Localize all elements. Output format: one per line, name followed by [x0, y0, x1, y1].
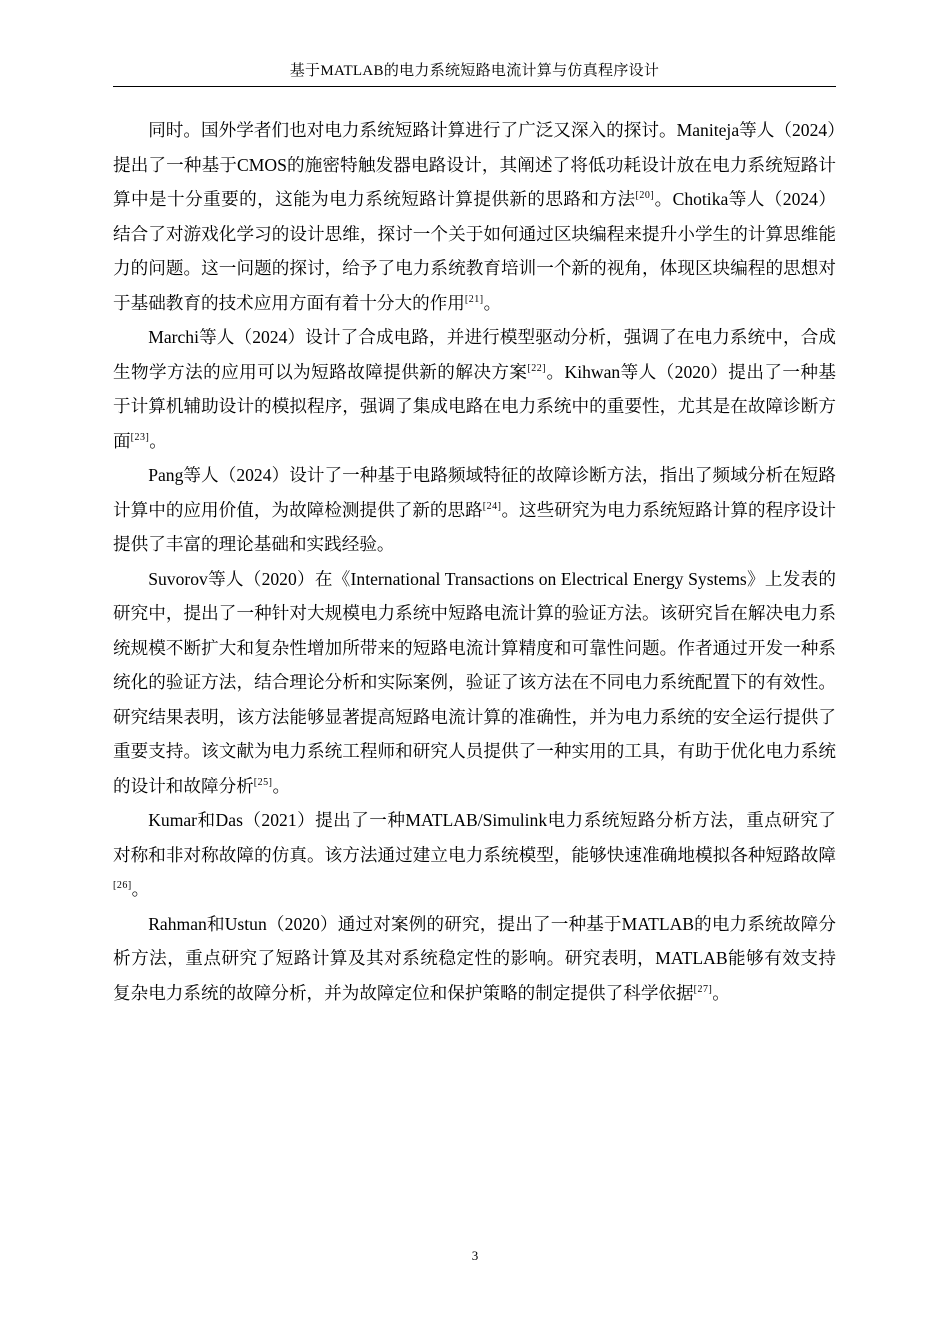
paragraph-text: 。 [712, 982, 730, 1003]
paragraph-2 [113, 320, 836, 458]
citation-23: [23] [130, 431, 150, 443]
paragraph-3 [113, 458, 836, 562]
paragraph-1 [113, 113, 836, 320]
paragraph-text: Pang等人（2024）设计了一种基于电路频域特征的故障诊断方法，指出了频域分析在短路计算中的应用价值，为故障检测提供了新的思路 [113, 465, 836, 520]
paragraph-text: Suvorov等人（2020）在《International Transactions on Electrical Energy Systems》上发表的研究中，提出了一种针对大规模电力系统中短路电流计算的验证方法。该研究旨在解决电力系统规模不断扩大和复杂性增加所带来的短路电流计算精度和可靠性问题。作者通过开发一种系统化的验证方法，结合理论分析和实际案例，验证了该方法在不同电力系统配置下的有效性。研究结果表明，该方法能够显著提高短路电流计算的准确性，并为电力系统的安全运行提供了重要支持。该文献为电力系统工程师和研究人员提供了一种实用的工具，有助于优化电力系统的设计和故障分析 [113, 568, 836, 796]
paragraph-text: 。Kihwan等人（2020）提出了一种基于计算机辅助设计的模拟程序，强调了集成电路在电力系统中的重要性，尤其是在故障诊断方面 [113, 361, 836, 451]
citation-25: [25] [253, 776, 273, 788]
paragraph-text: 。Chotika等人（2024）结合了对游戏化学习的设计思维，探讨一个关于如何通过区块编程来提升小学生的计算思维能力的问题。这一问题的探讨，给予了电力系统教育培训一个新的视角，体现区块编程的思想对于基础教育的技术应用方面有着十分大的作用 [113, 189, 836, 313]
paragraph-text: Rahman和Ustun（2020）通过对案例的研究，提出了一种基于MATLAB的电力系统故障分析方法，重点研究了短路计算及其对系统稳定性的影响。研究表明，MATLAB能够有效支持复杂电力系统的故障分析，并为故障定位和保护策略的制定提供了科学依据 [113, 913, 836, 1003]
paragraph-text: 同时。国外学者们也对电力系统短路计算进行了广泛又深入的探讨。Maniteja等人（2024）提出了一种基于CMOS的施密特触发器电路设计，其阐述了将低功耗设计放在电力系统短路计算中是十分重要的，这能为电力系统短路计算提供新的思路和方法 [113, 120, 836, 209]
body-text [113, 113, 836, 1010]
paragraph-text: 。这些研究为电力系统短路计算的程序设计提供了丰富的理论基础和实践经验。 [113, 499, 836, 554]
paragraph-text: Marchi等人（2024）设计了合成电路，并进行模型驱动分析，强调了在电力系统中，合成生物学方法的应用可以为短路故障提供新的解决方案 [113, 327, 836, 382]
paragraph-4 [113, 562, 836, 804]
paragraph-5 [113, 803, 836, 907]
paragraph-text: Kumar和Das（2021）提出了一种MATLAB/Simulink电力系统短路分析方法，重点研究了对称和非对称故障的仿真。该方法通过建立电力系统模型，能够快速准确地模拟各种短路故障 [113, 810, 836, 865]
paragraph-text: 。 [483, 292, 502, 313]
paragraph-6 [113, 907, 836, 1011]
citation-26: [26] [113, 880, 132, 892]
header-rule [113, 86, 836, 87]
citation-20: [20] [635, 190, 655, 202]
page-header-title: 基于MATLAB的电力系统短路电流计算与仿真程序设计 [289, 63, 660, 79]
paragraph-text: 。 [131, 879, 150, 899]
citation-21: [21] [464, 293, 484, 305]
page-number: 3 [471, 1248, 479, 1263]
citation-22: [22] [527, 362, 547, 374]
citation-24: [24] [482, 500, 502, 512]
paragraph-text: 。 [272, 775, 291, 796]
paragraph-text: 。 [149, 430, 167, 451]
citation-27: [27] [693, 983, 713, 995]
